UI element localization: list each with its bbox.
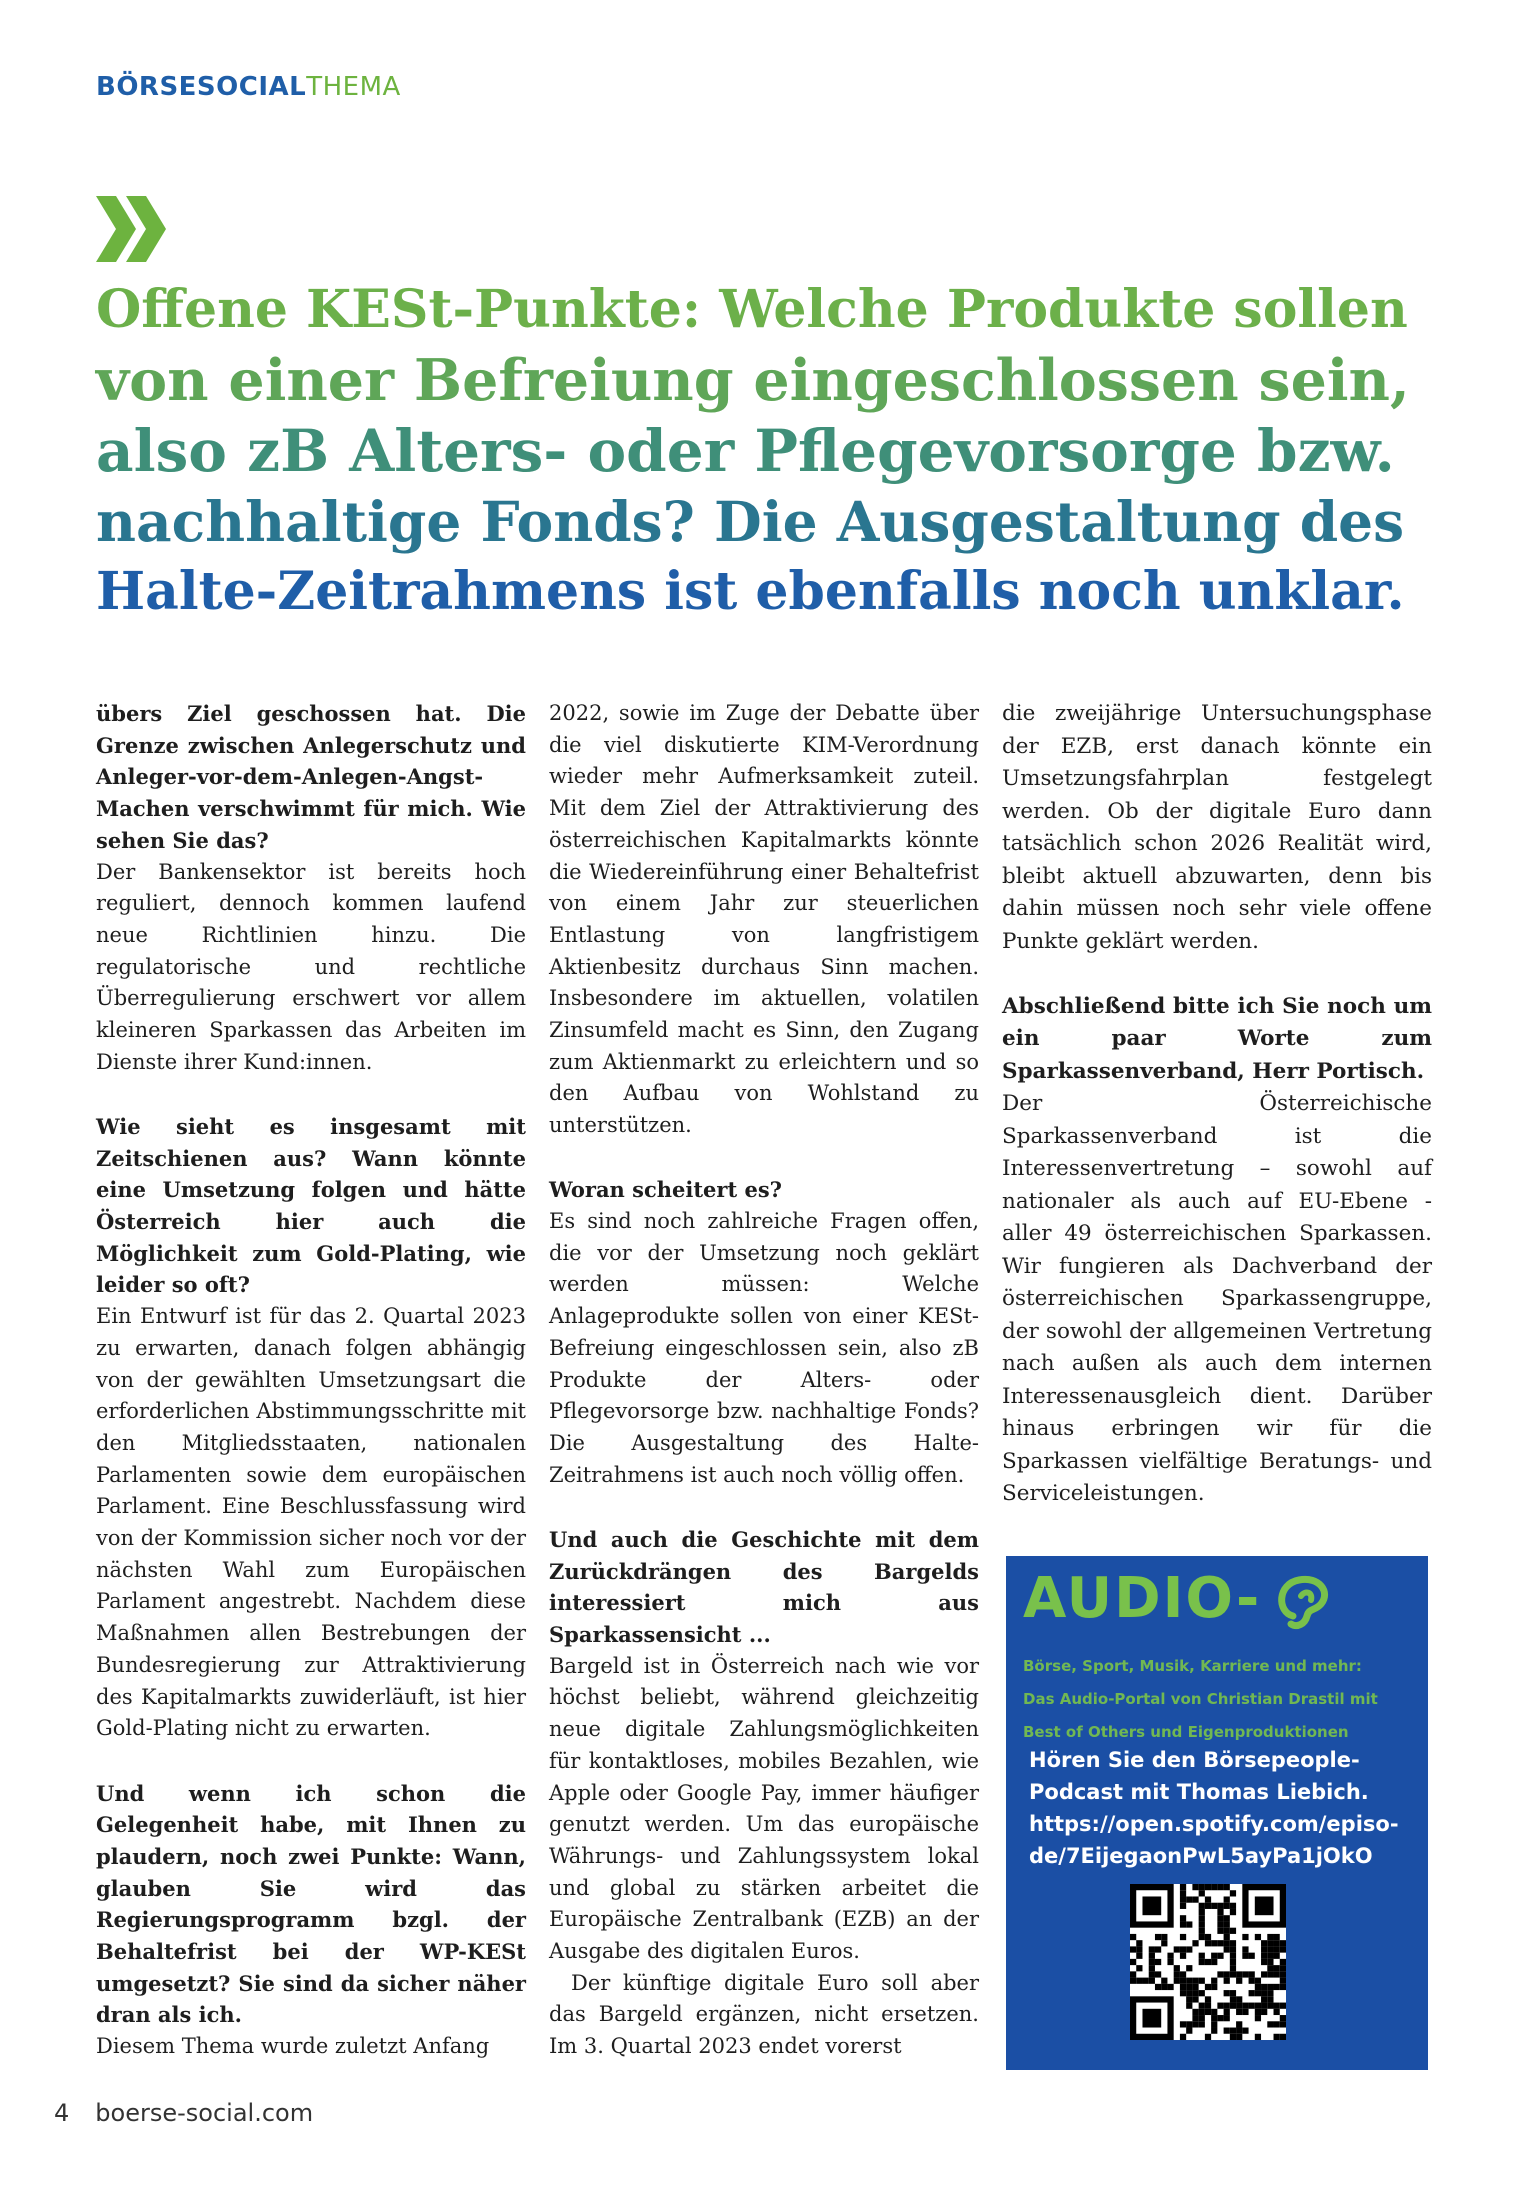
masthead bbox=[96, 72, 401, 102]
page-number: 4 bbox=[54, 2099, 70, 2127]
audio-body-line: Hören Sie den Börsepeople- bbox=[1029, 1748, 1360, 1772]
headline-line: also zB Alters- oder Pflegevorsorge bzw. bbox=[96, 417, 1395, 485]
audio-subtitle bbox=[1023, 1650, 1418, 1749]
interview-question: übers Ziel geschossen hat. Die Grenze zwischen Anlegerschutz und Anleger-vor-dem-Anlegen-Angst-Machen verschwimmt für mich. Wie sehen Sie das? bbox=[96, 701, 526, 853]
interview-question: Und auch die Geschichte mit dem Zurückdrängen des Bargelds interessiert mich aus Sparkassensicht ... bbox=[549, 1526, 979, 1647]
headline-line: von einer Befreiung eingeschlossen sein, bbox=[96, 346, 1410, 414]
article-column-3 bbox=[1002, 698, 1432, 1511]
paragraph-gap bbox=[549, 1142, 979, 1175]
interview-answer: Der Österreichische Sparkassenverband ist die Interessenvertretung – sowohl auf nationaler als auch auf EU-Ebene - aller 49 österreichischen Sparkassen. Wir fungieren als Dachverband der österreichischen Sparkassengruppe, der sowohl der allgemeinen Vertretung nach außen als auch dem internen Interessenausgleich dient. Darüber hinaus erbringen wir für die Sparkassen vielfältige Beratungs- und Serviceleistungen. bbox=[1002, 1091, 1432, 1506]
interview-question: Abschließend bitte ich Sie noch um ein paar Worte zum Sparkassenverband, Herr Portisch. bbox=[1002, 993, 1432, 1084]
interview-answer: Bargeld ist in Österreich nach wie vor höchst beliebt, während gleichzeitig neue digitale Zahlungsmöglichkeiten für kontaktloses, mobiles Bezahlen, wie Apple oder Google Pay, immer häufiger genutzt werden. Um das europäische Währungs- und Zahlungssystem lokal und global zu stärken arbeitet die Europäische Zentralbank (EZB) an der Ausgabe des digitalen Euros. bbox=[549, 1653, 979, 1964]
paragraph-gap bbox=[96, 1078, 526, 1111]
page-footer bbox=[54, 2099, 313, 2127]
paragraph-gap bbox=[549, 1491, 979, 1524]
interview-answer: Der künftige digitale Euro soll aber das Bargeld ergänzen, nicht ersetzen. Im 3. Quartal 2023 endet vorerst bbox=[549, 1970, 979, 2059]
interview-question: Wie sieht es insgesamt mit Zeitschienen aus? Wann könnte eine Umsetzung folgen und hätte Österreich hier auch die Möglichkeit zum Gold-Plating, wie leider so oft? bbox=[96, 1113, 526, 1298]
audio-title: AUDIO- bbox=[1023, 1566, 1262, 1631]
paragraph-gap bbox=[1002, 958, 1432, 991]
interview-answer: Der Bankensektor ist bereits hoch reguliert, dennoch kommen laufend neue Richtlinien hinzu. Die regulatorische und rechtliche Überregulierung erschwert vor allem kleineren Sparkassen das Arbeiten im Dienste ihrer Kund:innen. bbox=[96, 859, 526, 1074]
headline-line: Offene KESt-Punkte: Welche Produkte sollen bbox=[96, 279, 1408, 340]
audio-promo-box[interactable] bbox=[1006, 1556, 1428, 2070]
interview-answer: Ein Entwurf ist für das 2. Quartal 2023 zu erwarten, danach folgen abhängig von der gewählten Umsetzungsart die erforderlichen Abstimmungsschritte mit den Mitgliedsstaaten, nationalen Parlamenten sowie dem europäischen Parlament. Eine Beschlussfassung wird von der Kommission sicher noch vor der nächsten Wahl zum Europäischen Parlament angestrebt. Nachdem diese Maßnahmen allen Bestrebungen der Bundesregierung zur Attraktivierung des Kapitalmarkts zuwiderläuft, ist hier Gold-Plating nicht zu erwarten. bbox=[96, 1304, 526, 1741]
headline-line: nachhaltige Fonds? Die Ausgestaltung des bbox=[96, 488, 1405, 554]
audio-subtitle-line: Börse, Sport, Musik, Karriere und mehr: bbox=[1023, 1657, 1362, 1675]
audio-subtitle-line: Best of Others und Eigenproduktionen bbox=[1023, 1723, 1349, 1741]
interview-question: Und wenn ich schon die Gelegenheit habe, mit Ihnen zu plaudern, noch zwei Punkte: Wann, glauben Sie wird das Regierungsprogramm bzgl. der Behaltefrist bei der WP-KESt umgesetzt? Sie sind da sicher näher dran als ich. bbox=[96, 1780, 526, 2028]
interview-answer: Es sind noch zahlreiche Fragen offen, die vor der Umsetzung noch geklärt werden müssen: Welche Anlageprodukte sollen von einer KESt-Befreiung eingeschlossen sein, also zB Produkte der Alters- oder Pflegevorsorge bzw. nachhaltige Fonds? Die Ausgestaltung des Halte-Zeitrahmens ist auch noch völlig offen. bbox=[549, 1209, 979, 1487]
interview-answer: Diesem Thema wurde zuletzt Anfang bbox=[96, 2034, 490, 2059]
article-column-1 bbox=[96, 698, 526, 2063]
footer-site: boerse-social.com bbox=[95, 2099, 314, 2127]
headline-line: Halte-Zeitrahmens ist ebenfalls noch unklar. bbox=[96, 561, 1405, 622]
interview-question: Woran scheitert es? bbox=[549, 1177, 782, 1203]
double-chevron-right-icon bbox=[96, 196, 168, 262]
article-column-2 bbox=[549, 698, 979, 2063]
qr-code-icon[interactable] bbox=[1130, 1884, 1286, 2040]
paragraph-gap bbox=[96, 1745, 526, 1778]
interview-answer: die zweijährige Untersuchungsphase der EZB, erst danach könnte ein Umsetzungsfahrplan festgelegt werden. Ob der digitale Euro dann tatsächlich schon 2026 Realität wird, bleibt aktuell abzuwarten, denn bis dahin müssen noch sehr viele offene Punkte geklärt werden. bbox=[1002, 701, 1432, 954]
audio-podcast-text bbox=[1029, 1744, 1419, 1872]
masthead-section: THEMA bbox=[306, 72, 401, 102]
audio-subtitle-line: Das Audio-Portal von Christian Drastil mit bbox=[1023, 1690, 1378, 1708]
interview-answer: 2022, sowie im Zuge der Debatte über die viel diskutierte KIM-Verordnung wieder mehr Aufmerksamkeit zuteil. Mit dem Ziel der Attraktivierung des österreichischen Kapitalmarkts könnte die Wiedereinführung einer Behaltefrist von einem Jahr zur steuerlichen Entlastung von langfristigem Aktienbesitz durchaus Sinn machen. Insbesondere im aktuellen, volatilen Zinsumfeld macht es Sinn, den Zugang zum Aktienmarkt zu erleichtern und so den Aufbau von Wohlstand zu unterstützen. bbox=[549, 701, 979, 1138]
headline bbox=[96, 275, 1426, 628]
audio-body-line: Podcast mit Thomas Liebich. bbox=[1029, 1780, 1369, 1804]
masthead-brand: BÖRSESOCIAL bbox=[96, 72, 307, 102]
ear-icon bbox=[1271, 1570, 1341, 1632]
podcast-link[interactable]: de/7EijegaonPwL5ayPa1jOkO bbox=[1029, 1844, 1373, 1868]
podcast-link[interactable]: https://open.spotify.com/episo- bbox=[1029, 1812, 1399, 1836]
